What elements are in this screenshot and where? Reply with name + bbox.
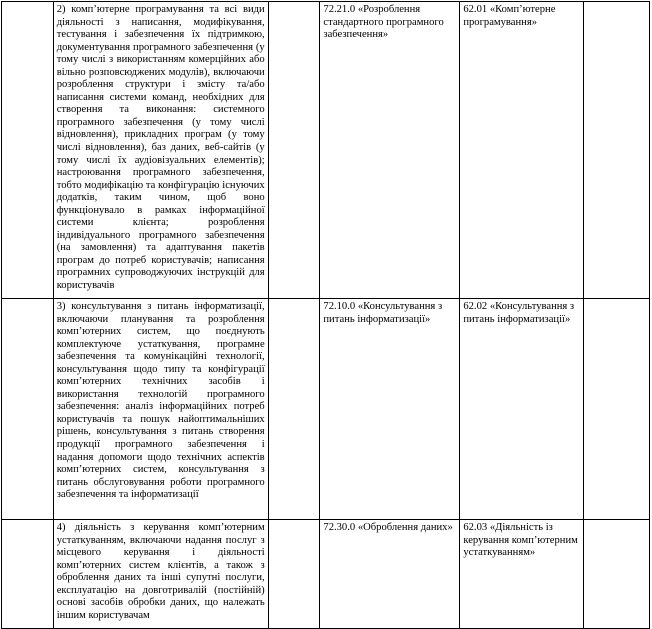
kved-2005-code: 72.21.0 «Розроблення стандартного програмного забезпечення»	[323, 4, 444, 41]
kved-2005-cell	[320, 299, 460, 520]
table-cell-empty	[2, 2, 54, 299]
table-row	[2, 2, 650, 299]
table-cell-empty	[584, 520, 650, 629]
kved-2010-code: 62.02 «Консультування з питань інформатизації»	[463, 301, 575, 325]
table-row	[2, 520, 650, 629]
table-row	[2, 299, 650, 520]
kved-2010-cell	[460, 299, 584, 520]
table-cell-empty	[2, 520, 54, 629]
activity-codes-table	[1, 1, 650, 629]
activity-description-cell	[53, 520, 268, 629]
table-cell-empty	[268, 520, 320, 629]
kved-2005-cell	[320, 2, 460, 299]
kved-2010-code: 62.03 «Діяльність із керування комп’ютерним устаткуванням»	[463, 522, 578, 559]
kved-2010-cell	[460, 520, 584, 629]
activity-description: 4) діяльність з керування комп’ютерним устаткуванням, включаючи надання послуг з місцевого керування і діяльності комп’ютерних систем клієнтів, а також з оброблення даних та інші супутні послуги, експлуатацію на довготривалій (постійній) основі засобів обробки даних, що належать іншим користувачам	[56, 522, 265, 621]
kved-2005-code: 72.10.0 «Консультування з питань інформатизації»	[323, 301, 443, 325]
activity-description: 2) комп’ютерне програмування та всі види діяльності з написання, модифікування, тестування і забезпечення їх підтримкою, документування програмного забезпечення (у тому числі з використанням комерційних або вільно розповсюджених модулів), включаючи розроблення структури і змісту та/або написання системи команд, необхідних для створення та виконання: системного програмного забезпечення (у тому числі відновлення), прикладних програм (у тому числі відновлення), баз даних, веб-сайтів (у тому числі їх аудіовізуальних елементів); настроювання програмного забезпечення, тобто модифікацію та конфігурацію існуючих додатків, таким чином, щоб воно функціонувало в рамках інформаційної системи клієнта; розроблення індивідуального програмного забезпечення (на замовлення) та адаптування пакетів програм до потреб користувачів; написання програмних супроводжуючих інструкцій для користувачів	[56, 4, 265, 292]
kved-2010-cell	[460, 2, 584, 299]
table-cell-empty	[268, 2, 320, 299]
activity-description-cell	[53, 299, 268, 520]
table-cell-empty	[268, 299, 320, 520]
kved-2005-cell	[320, 520, 460, 629]
kved-2005-code: 72.30.0 «Оброблення даних»	[323, 522, 453, 533]
table-cell-empty	[2, 299, 54, 520]
table-cell-empty	[584, 2, 650, 299]
table-cell-empty	[584, 299, 650, 520]
kved-2010-code: 62.01 «Комп’ютерне програмування»	[463, 4, 556, 28]
activity-description: 3) консультування з питань інформатизації, включаючи планування та розроблення комп’ютерних систем, що поєднують комплектуюче устаткування, програмне забезпечення та комунікаційні технології, консультування щодо типу та конфігурації комп’ютерних технічних засобів і використання технологій програмного забезпечення: аналіз інформаційних потреб користувачів та пошук найоптимальніших рішень, консультування з питань створення продукції програмного забезпечення і надання допомоги щодо технічних аспектів комп’ютерних систем, консультування з питань обслуговування роботи програмного забезпечення та інформатизації	[56, 301, 265, 501]
activity-description-cell	[53, 2, 268, 299]
